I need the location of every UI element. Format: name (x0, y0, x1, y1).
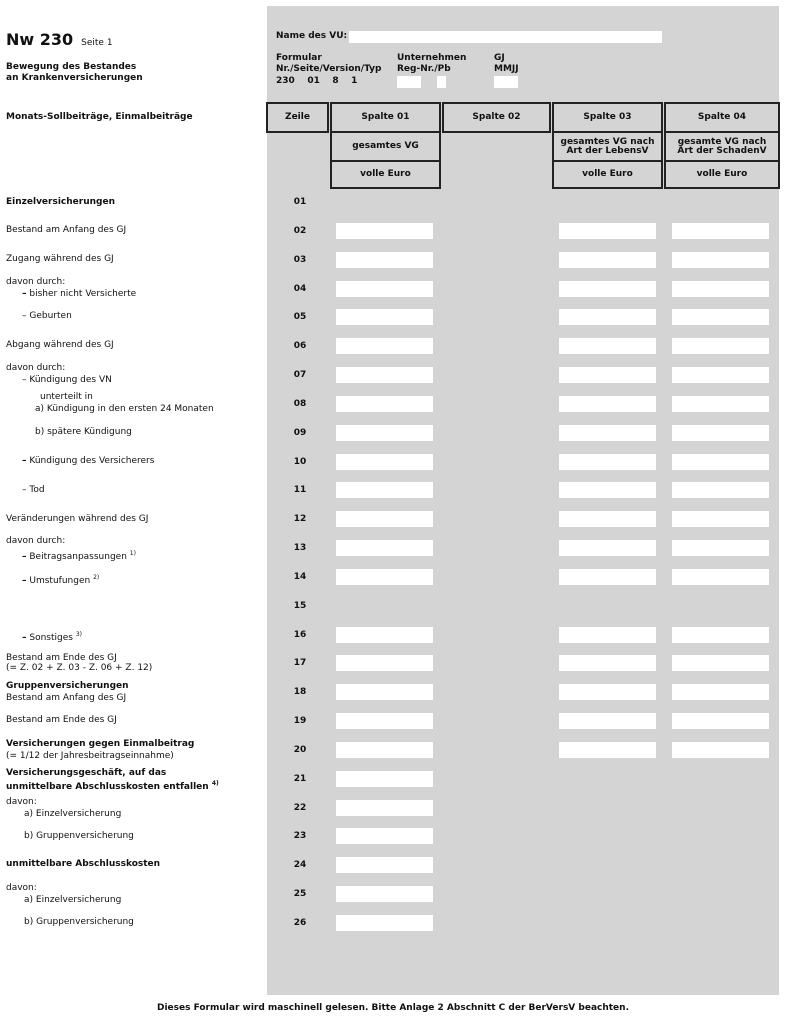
input-row-04-spalte-04[interactable] (672, 281, 769, 297)
input-row-08-spalte-01[interactable] (336, 396, 433, 412)
nr-values: 230 01 8 1 (276, 76, 358, 86)
label-row-02: Bestand am Anfang des GJ (6, 225, 127, 235)
label-row-21b-text: unmittelbare Abschlusskosten entfallen (6, 782, 209, 792)
input-row-07-spalte-04[interactable] (672, 367, 769, 383)
row-number-21: 21 (293, 774, 307, 784)
input-row-14-spalte-04[interactable] (672, 569, 769, 585)
label-row-04-text: bisher nicht Versicherte (29, 289, 137, 299)
input-row-10-spalte-01[interactable] (336, 454, 433, 470)
col-spalte-02: Spalte 02 (442, 102, 551, 133)
vu-label: Name des VU: (276, 31, 348, 41)
input-row-13-spalte-04[interactable] (672, 540, 769, 556)
input-row-14-spalte-01[interactable] (336, 569, 433, 585)
label-row-16 (6, 629, 82, 644)
input-row-06-spalte-04[interactable] (672, 338, 769, 354)
label-row-06: Abgang während des GJ (6, 340, 114, 350)
row-number-06: 06 (293, 341, 307, 351)
label-row-21a: Versicherungsgeschäft, auf das (6, 768, 167, 778)
row-number-05: 05 (293, 312, 307, 322)
col-04-desc-line2: Art der SchadenV (677, 145, 767, 156)
label-row-07-text: Kündigung des VN (29, 375, 112, 385)
input-row-20-spalte-03[interactable] (559, 742, 656, 758)
input-row-18-spalte-01[interactable] (336, 684, 433, 700)
label-row-18a: Gruppenversicherungen (6, 681, 129, 691)
label-row-07 (6, 375, 112, 386)
col-03-desc (552, 133, 663, 162)
gj-input[interactable] (494, 76, 518, 88)
row-number-12: 12 (293, 514, 307, 524)
label-row-13a: davon durch: (6, 536, 66, 546)
row-number-24: 24 (293, 860, 307, 870)
input-row-11-spalte-03[interactable] (559, 482, 656, 498)
input-row-09-spalte-04[interactable] (672, 425, 769, 441)
form-code: Nw 230 (6, 30, 74, 49)
label-row-14-text: Umstufungen (29, 576, 91, 586)
input-row-13-spalte-03[interactable] (559, 540, 656, 556)
col-spalte-01: Spalte 01 (330, 102, 441, 133)
form-title (6, 30, 113, 49)
row-number-19: 19 (293, 716, 307, 726)
row-number-25: 25 (293, 889, 307, 899)
row-number-08: 08 (293, 399, 307, 409)
label-row-25a: davon: (6, 883, 37, 893)
row-number-02: 02 (293, 226, 307, 236)
input-row-03-spalte-04[interactable] (672, 252, 769, 268)
input-row-19-spalte-03[interactable] (559, 713, 656, 729)
footnote-ref-2: 2) (93, 574, 100, 581)
vu-name-input[interactable] (349, 31, 662, 43)
label-row-23: b) Gruppenversicherung (24, 831, 134, 841)
col-01-desc: gesamtes VG (330, 133, 441, 162)
input-row-17-spalte-03[interactable] (559, 655, 656, 671)
col-01-unit: volle Euro (330, 161, 441, 189)
input-row-10-spalte-03[interactable] (559, 454, 656, 470)
input-row-06-spalte-01[interactable] (336, 338, 433, 354)
label-row-21b (6, 778, 219, 793)
gj-label: GJ (494, 53, 505, 63)
dash-bullet: – (22, 633, 27, 643)
input-row-12-spalte-04[interactable] (672, 511, 769, 527)
input-row-11-spalte-01[interactable] (336, 482, 433, 498)
label-row-25: a) Einzelversicherung (24, 895, 122, 905)
dash-bullet: – (22, 576, 27, 586)
col-03-desc-line1: gesamtes VG nach (560, 136, 655, 147)
label-row-04 (6, 289, 136, 300)
label-row-18b: Bestand am Anfang des GJ (6, 693, 127, 703)
label-row-17b: (= Z. 02 + Z. 03 - Z. 06 + Z. 12) (6, 663, 153, 673)
row-number-04: 04 (293, 284, 307, 294)
label-row-03: Zugang während des GJ (6, 254, 114, 264)
label-row-20b: (= 1/12 der Jahresbeitragseinnahme) (6, 751, 174, 761)
row-number-10: 10 (293, 457, 307, 467)
input-row-08-spalte-03[interactable] (559, 396, 656, 412)
row-number-09: 09 (293, 428, 307, 438)
input-row-16-spalte-01[interactable] (336, 627, 433, 643)
unternehmen-label: Unternehmen (397, 53, 467, 63)
input-row-17-spalte-04[interactable] (672, 655, 769, 671)
col-04-desc (664, 133, 780, 162)
label-row-10-text: Kündigung des Versicherers (29, 456, 155, 466)
col-03-unit: volle Euro (552, 161, 663, 189)
col-zeile: Zeile (266, 102, 329, 133)
label-row-11-text: Tod (29, 485, 45, 495)
input-row-09-spalte-03[interactable] (559, 425, 656, 441)
dash-bullet: – (22, 311, 27, 321)
label-row-19: Bestand am Ende des GJ (6, 715, 117, 725)
input-row-24-spalte-01[interactable] (336, 857, 433, 873)
label-row-24: unmittelbare Abschlusskosten (6, 859, 161, 869)
label-row-11 (6, 485, 45, 496)
nr-label: Nr./Seite/Version/Typ (276, 64, 382, 74)
input-row-12-spalte-03[interactable] (559, 511, 656, 527)
input-row-08-spalte-04[interactable] (672, 396, 769, 412)
row-number-03: 03 (293, 255, 307, 265)
mmjj-label: MMJJ (494, 64, 519, 74)
input-row-16-spalte-03[interactable] (559, 627, 656, 643)
label-row-20a: Versicherungen gegen Einmalbeitrag (6, 739, 195, 749)
row-number-01: 01 (293, 197, 307, 207)
input-row-16-spalte-04[interactable] (672, 627, 769, 643)
col-spalte-04: Spalte 04 (664, 102, 780, 133)
col-04-unit: volle Euro (664, 161, 780, 189)
input-row-06-spalte-03[interactable] (559, 338, 656, 354)
dash-bullet: – (22, 552, 27, 562)
formular-label: Formular (276, 53, 322, 63)
row-number-13: 13 (293, 543, 307, 553)
input-row-25-spalte-01[interactable] (336, 886, 433, 902)
input-row-22-spalte-01[interactable] (336, 800, 433, 816)
input-row-05-spalte-01[interactable] (336, 309, 433, 325)
pb-input[interactable] (437, 76, 446, 88)
input-row-04-spalte-01[interactable] (336, 281, 433, 297)
dash-bullet: – (22, 375, 27, 385)
input-row-05-spalte-03[interactable] (559, 309, 656, 325)
row-number-16: 16 (293, 630, 307, 640)
input-row-02-spalte-04[interactable] (672, 223, 769, 239)
col-03-desc-line2: Art der LebensV (566, 145, 649, 156)
input-row-02-spalte-01[interactable] (336, 223, 433, 239)
input-row-18-spalte-03[interactable] (559, 684, 656, 700)
label-row-07a: davon durch: (6, 363, 66, 373)
input-row-12-spalte-01[interactable] (336, 511, 433, 527)
col-spalte-03: Spalte 03 (552, 102, 663, 133)
input-row-03-spalte-03[interactable] (559, 252, 656, 268)
label-row-01: Einzelversicherungen (6, 197, 115, 207)
input-row-18-spalte-04[interactable] (672, 684, 769, 700)
row-number-23: 23 (293, 831, 307, 841)
row-number-14: 14 (293, 572, 307, 582)
input-row-20-spalte-04[interactable] (672, 742, 769, 758)
row-number-26: 26 (293, 918, 307, 928)
footnote-ref-1: 1) (129, 550, 136, 557)
input-row-05-spalte-04[interactable] (672, 309, 769, 325)
subtitle-line-2: an Krankenversicherungen (6, 73, 143, 83)
row-number-18: 18 (293, 687, 307, 697)
dash-bullet: – (22, 289, 27, 299)
label-row-10 (6, 456, 154, 467)
dash-bullet: – (22, 485, 27, 495)
input-row-09-spalte-01[interactable] (336, 425, 433, 441)
label-row-22: a) Einzelversicherung (24, 809, 122, 819)
label-row-26: b) Gruppenversicherung (24, 917, 134, 927)
label-row-12: Veränderungen während des GJ (6, 514, 149, 524)
label-row-04a: davon durch: (6, 277, 66, 287)
label-row-13 (6, 548, 136, 563)
input-row-07-spalte-03[interactable] (559, 367, 656, 383)
input-row-10-spalte-04[interactable] (672, 454, 769, 470)
form-page: Seite 1 (81, 38, 113, 48)
footnote-ref-3: 3) (75, 631, 83, 638)
col-04-desc-line1: gesamte VG nach (677, 136, 767, 147)
label-row-14 (6, 572, 99, 587)
row-number-15: 15 (293, 601, 307, 611)
footer-note: Dieses Formular wird maschinell gelesen. Bitte Anlage 2 Abschnitt C der BerVersV beachten. (156, 1003, 629, 1013)
input-row-04-spalte-03[interactable] (559, 281, 656, 297)
row-number-22: 22 (293, 803, 307, 813)
label-row-17a: Bestand am Ende des GJ (6, 653, 117, 663)
reg-nr-input[interactable] (397, 76, 421, 88)
input-row-13-spalte-01[interactable] (336, 540, 433, 556)
input-row-17-spalte-01[interactable] (336, 655, 433, 671)
row-number-07: 07 (293, 370, 307, 380)
label-row-13-text: Beitragsanpassungen (29, 552, 127, 562)
label-row-09: b) spätere Kündigung (35, 427, 132, 437)
input-row-02-spalte-03[interactable] (559, 223, 656, 239)
label-row-16-text: Sonstiges (29, 633, 73, 643)
label-row-05 (6, 311, 72, 322)
input-row-19-spalte-04[interactable] (672, 713, 769, 729)
form-subtitle (6, 62, 143, 84)
input-row-20-spalte-01[interactable] (336, 742, 433, 758)
input-row-14-spalte-03[interactable] (559, 569, 656, 585)
input-row-21-spalte-01[interactable] (336, 771, 433, 787)
input-row-19-spalte-01[interactable] (336, 713, 433, 729)
row-number-20: 20 (293, 745, 307, 755)
subtitle-line-1: Bewegung des Bestandes (6, 62, 137, 72)
input-row-03-spalte-01[interactable] (336, 252, 433, 268)
label-row-08: a) Kündigung in den ersten 24 Monaten (35, 404, 214, 414)
label-row-22a: davon: (6, 797, 37, 807)
row-number-11: 11 (293, 485, 307, 495)
input-row-23-spalte-01[interactable] (336, 828, 433, 844)
reg-label: Reg-Nr./Pb (397, 64, 451, 74)
input-row-26-spalte-01[interactable] (336, 915, 433, 931)
input-row-11-spalte-04[interactable] (672, 482, 769, 498)
row-number-17: 17 (293, 658, 307, 668)
input-row-07-spalte-01[interactable] (336, 367, 433, 383)
footnote-ref-4: 4) (211, 780, 219, 787)
label-row-08a: unterteilt in (40, 392, 93, 402)
section-title: Monats-Sollbeiträge, Einmalbeiträge (6, 112, 193, 122)
label-row-05-text: Geburten (29, 311, 72, 321)
dash-bullet: – (22, 456, 27, 466)
